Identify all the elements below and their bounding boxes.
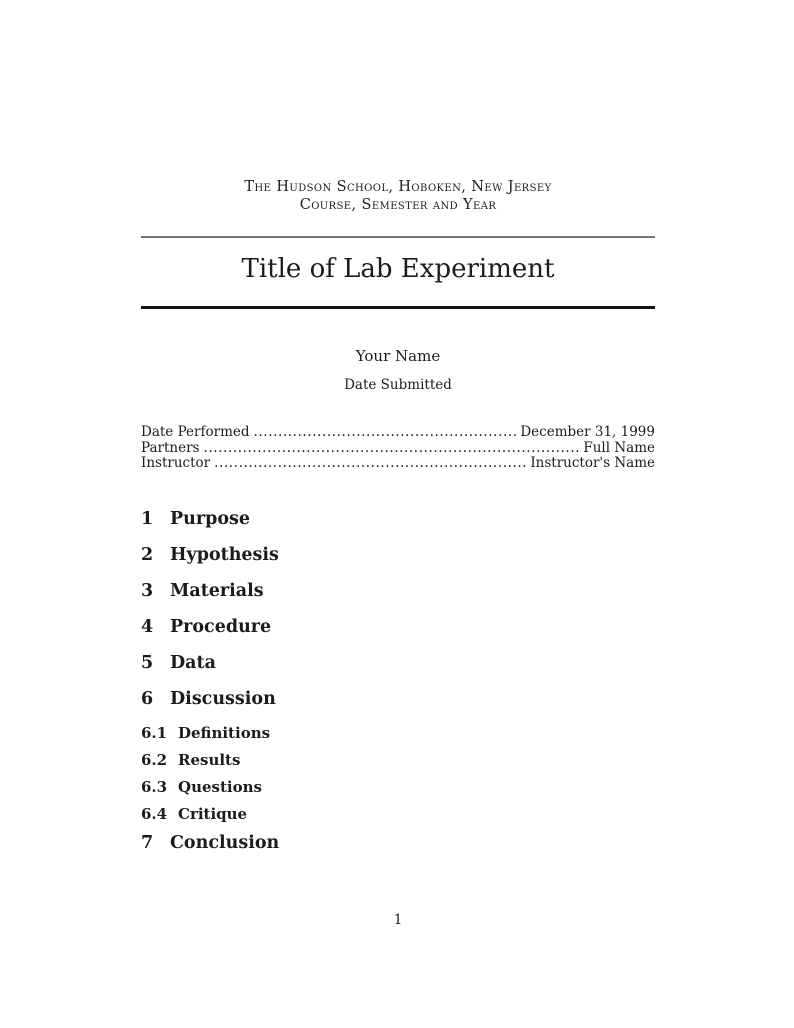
school-name: The Hudson School, Hoboken, New Jersey: [244, 179, 552, 195]
section-label: Purpose: [170, 509, 250, 529]
page-number: 1: [393, 912, 403, 928]
section-list: [141, 508, 655, 868]
info-row-date-performed: [141, 425, 655, 441]
section-label: Procedure: [170, 617, 272, 637]
section-heading-procedure: [141, 616, 655, 638]
section-heading-hypothesis: [141, 544, 655, 566]
dotted-leader: [203, 441, 579, 457]
subsection-heading-results: [141, 751, 655, 770]
info-value: Full Name: [583, 439, 655, 456]
section-label: Questions: [178, 778, 262, 796]
date-submitted: Date Submitted: [344, 377, 452, 393]
section-heading-purpose: [141, 508, 655, 530]
section-label: Materials: [170, 581, 264, 601]
author-name: Your Name: [355, 347, 441, 365]
info-row-partners: [141, 441, 655, 457]
info-label: Instructor: [141, 455, 211, 472]
info-value: December 31, 1999: [520, 424, 655, 440]
section-number: 6.2: [141, 751, 168, 769]
section-heading-data: [141, 652, 655, 674]
school-header: [141, 179, 655, 214]
subsection-heading-questions: [141, 778, 655, 797]
section-label: Data: [170, 653, 216, 673]
dotted-leader: [214, 456, 526, 472]
subsection-heading-definitions: [141, 724, 655, 743]
section-label: Definitions: [178, 724, 271, 742]
section-number: 4: [141, 617, 154, 637]
info-block: [141, 425, 655, 472]
section-label: Critique: [178, 805, 248, 823]
section-number: 1: [141, 509, 154, 529]
section-number: 7: [141, 833, 154, 853]
subsection-heading-critique: [141, 805, 655, 824]
course-semester-year: Course, Semester and Year: [299, 196, 497, 213]
section-heading-materials: [141, 580, 655, 602]
section-label: Discussion: [170, 689, 276, 709]
info-label: Date Performed: [141, 424, 250, 440]
info-label: Partners: [141, 439, 200, 456]
dotted-leader: [254, 425, 517, 441]
section-number: 6.1: [141, 724, 168, 742]
info-value: Instructor's Name: [530, 455, 655, 472]
section-label: Hypothesis: [170, 545, 279, 565]
top-rule: [141, 236, 655, 238]
section-number: 6.3: [141, 778, 168, 796]
section-number: 6: [141, 689, 154, 709]
section-heading-conclusion: [141, 832, 655, 854]
section-label: Results: [178, 751, 241, 769]
section-number: 6.4: [141, 805, 168, 823]
section-number: 3: [141, 581, 154, 601]
report-title: Title of Lab Experiment: [241, 254, 555, 284]
info-row-instructor: [141, 456, 655, 472]
section-number: 2: [141, 545, 154, 565]
section-label: Conclusion: [170, 833, 280, 853]
section-number: 5: [141, 653, 154, 673]
section-heading-discussion: [141, 688, 655, 710]
bottom-rule: [141, 306, 655, 309]
